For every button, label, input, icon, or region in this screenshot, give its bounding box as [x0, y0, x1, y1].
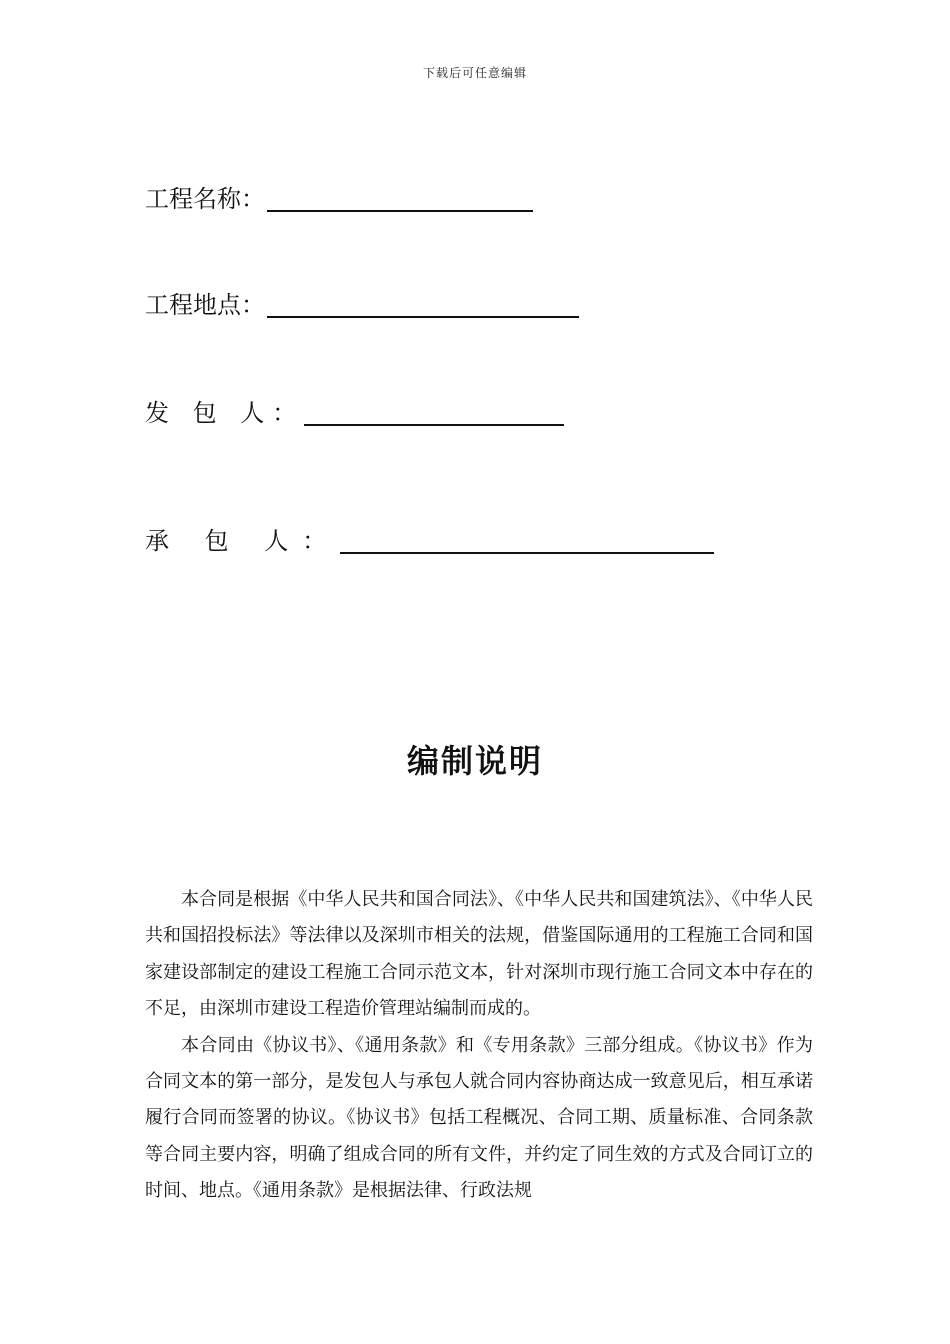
project-location-blank — [267, 294, 579, 318]
section-title: 编制说明 — [406, 742, 543, 780]
contractor-field — [145, 524, 714, 558]
project-name-field — [145, 182, 533, 216]
project-location-field — [145, 288, 579, 322]
page-header-note: 下载后可任意编辑 — [422, 66, 527, 80]
project-location-label: 工程地点： — [145, 291, 265, 319]
project-name-label: 工程名称： — [145, 185, 265, 213]
contractor-label: 承 包 人： — [145, 527, 341, 555]
contractor-blank — [340, 530, 714, 554]
employer-label: 发 包 人： — [145, 399, 305, 427]
employer-blank — [304, 402, 564, 426]
body-paragraph: 本合同是根据《中华人民共和国合同法》、《中华人民共和国建筑法》、《中华人民共和国招投标法》等法律以及深圳市相关的法规，借鉴国际通用的工程施工合同和国家建设部制定的建设工程施工合同示范文本，针对深圳市现行施工合同文本中存在的不足，由深圳市建设工程造价管理站编制而成的。 — [145, 889, 813, 1020]
project-name-blank — [267, 188, 533, 212]
body-paragraph: 本合同由《协议书》、《通用条款》和《专用条款》三部分组成。《协议书》作为合同文本的第一部分，是发包人与承包人就合同内容协商达成一致意见后，相互承诺履行合同而签署的协议。《协议书》包括工程概况、合同工期、质量标准、合同条款等合同主要内容，明确了组成合同的所有文件，并约定了同生效的方式及合同订立的时间、地点。《通用条款》是根据法律、行政法规 — [145, 1034, 813, 1202]
employer-field — [145, 396, 564, 430]
section-body — [145, 882, 813, 1210]
